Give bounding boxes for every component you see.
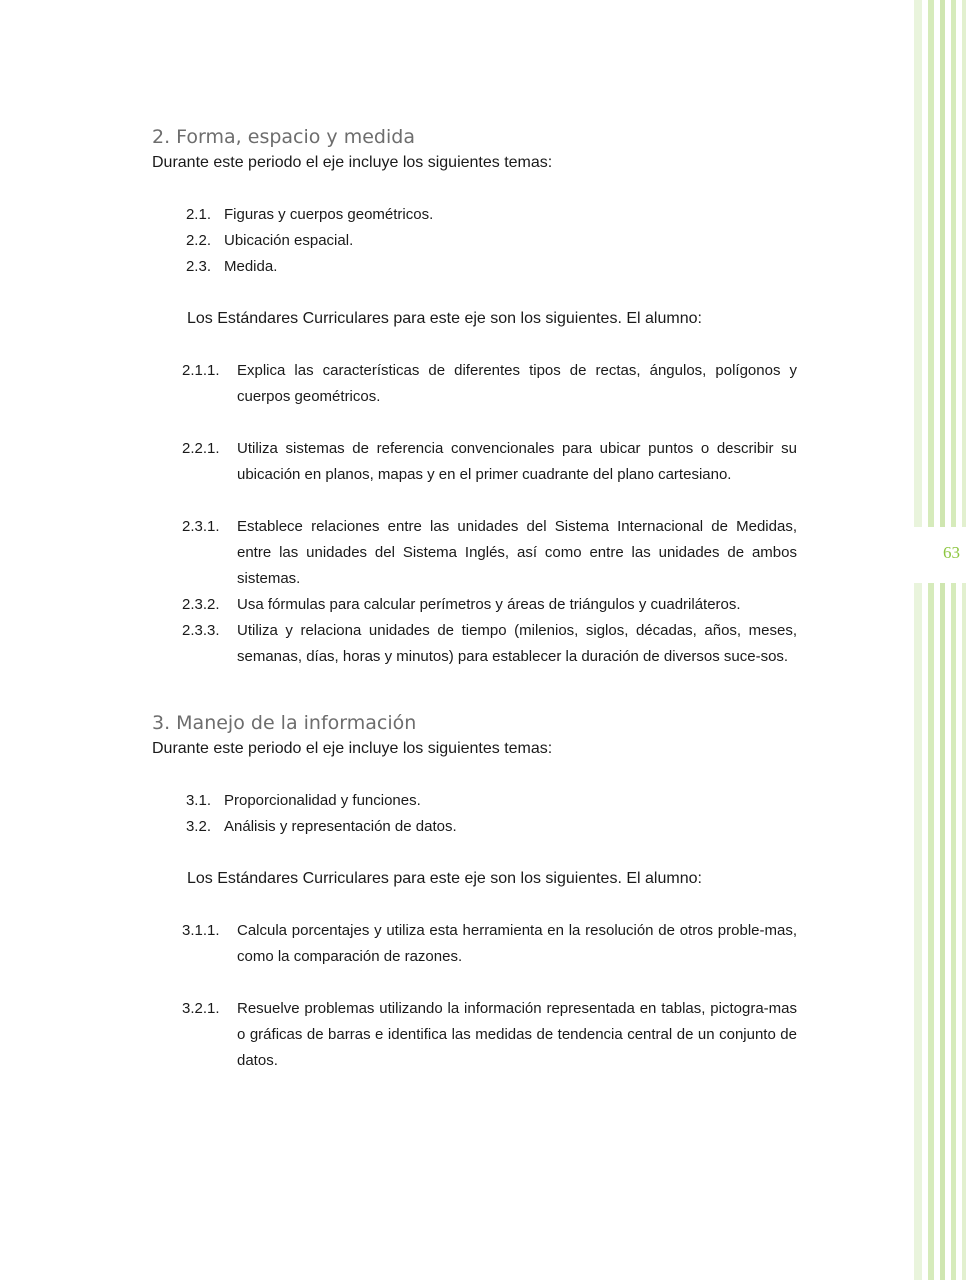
topic-text: Medida. bbox=[224, 258, 278, 275]
list-spacer bbox=[152, 410, 798, 436]
list-item bbox=[152, 514, 798, 592]
margin-stripe bbox=[940, 0, 945, 1280]
section-intro: Durante este periodo el eje incluye los siguientes temas: bbox=[152, 740, 553, 757]
list-item bbox=[152, 358, 798, 410]
topic-text: Ubicación espacial. bbox=[224, 232, 354, 249]
standard-number: 2.3.3. bbox=[182, 622, 220, 639]
standard-text: Establece relaciones entre las unidades del Sistema Internacional de Medidas, entre las unidades del Sistema Inglés, así como entre las unidades de ambos sistemas. bbox=[237, 518, 797, 587]
standard-text: Resuelve problemas utilizando la información representada en tablas, pictogra-mas o gráficas de barras e identifica las medidas de tendencia central de un conjunto de datos. bbox=[237, 1000, 797, 1069]
list-spacer bbox=[152, 970, 798, 996]
standard-text: Explica las características de diferentes tipos de rectas, ángulos, polígonos y cuerpos geométricos. bbox=[237, 362, 797, 405]
list-item bbox=[152, 202, 798, 228]
margin-stripe bbox=[951, 0, 956, 1280]
topic-number: 2.3. bbox=[185, 258, 211, 275]
list-item bbox=[152, 996, 798, 1074]
standard-number: 2.3.2. bbox=[182, 596, 220, 613]
list-item bbox=[152, 228, 798, 254]
standards-intro: Los Estándares Curriculares para este eje son los siguientes. El alumno: bbox=[187, 310, 702, 327]
page-number: 63 bbox=[943, 543, 960, 562]
standards-list bbox=[152, 918, 798, 1074]
topic-text: Análisis y representación de datos. bbox=[224, 818, 457, 835]
standards-intro: Los Estándares Curriculares para este eje son los siguientes. El alumno: bbox=[187, 870, 702, 887]
standard-text: Calcula porcentajes y utiliza esta herramienta en la resolución de otros proble-mas, como la comparación de razones. bbox=[237, 922, 797, 965]
topic-text: Figuras y cuerpos geométricos. bbox=[224, 206, 434, 223]
list-item bbox=[152, 618, 798, 670]
list-item bbox=[152, 918, 798, 970]
topic-list bbox=[152, 202, 798, 280]
section-intro: Durante este periodo el eje incluye los siguientes temas: bbox=[152, 154, 553, 171]
margin-stripe bbox=[914, 0, 922, 1280]
topic-number: 3.1. bbox=[185, 792, 211, 809]
standard-number: 3.1.1. bbox=[182, 922, 220, 939]
main-content bbox=[152, 124, 798, 1074]
topic-number: 3.2. bbox=[185, 818, 211, 835]
section-spacer bbox=[152, 670, 798, 710]
list-item bbox=[152, 254, 798, 280]
list-item bbox=[152, 814, 798, 840]
list-item bbox=[152, 788, 798, 814]
topic-number: 2.1. bbox=[185, 206, 211, 223]
standards-list bbox=[152, 358, 798, 670]
section-title: 3. Manejo de la información bbox=[152, 712, 417, 734]
standard-number: 2.2.1. bbox=[182, 440, 220, 457]
list-item bbox=[152, 436, 798, 488]
list-spacer bbox=[152, 488, 798, 514]
standard-number: 2.3.1. bbox=[182, 518, 220, 535]
list-item bbox=[152, 592, 798, 618]
standard-text: Utiliza y relaciona unidades de tiempo (milenios, siglos, décadas, años, meses, semanas, días, horas y minutos) para establecer la duración de diversos suce-sos. bbox=[237, 622, 797, 665]
standard-text: Usa fórmulas para calcular perímetros y áreas de triángulos y cuadriláteros. bbox=[237, 596, 741, 613]
topic-text: Proporcionalidad y funciones. bbox=[224, 792, 421, 809]
standard-text: Utiliza sistemas de referencia convencionales para ubicar puntos o describir su ubicación en planos, mapas y en el primer cuadrante del plano cartesiano. bbox=[237, 440, 797, 483]
standard-number: 3.2.1. bbox=[182, 1000, 220, 1017]
standard-number: 2.1.1. bbox=[182, 362, 220, 379]
topic-number: 2.2. bbox=[185, 232, 211, 249]
margin-stripe bbox=[962, 0, 966, 1280]
margin-stripe bbox=[928, 0, 934, 1280]
topic-list bbox=[152, 788, 798, 840]
section-title: 2. Forma, espacio y medida bbox=[152, 126, 415, 148]
decorative-margin-stripes bbox=[914, 0, 972, 1280]
